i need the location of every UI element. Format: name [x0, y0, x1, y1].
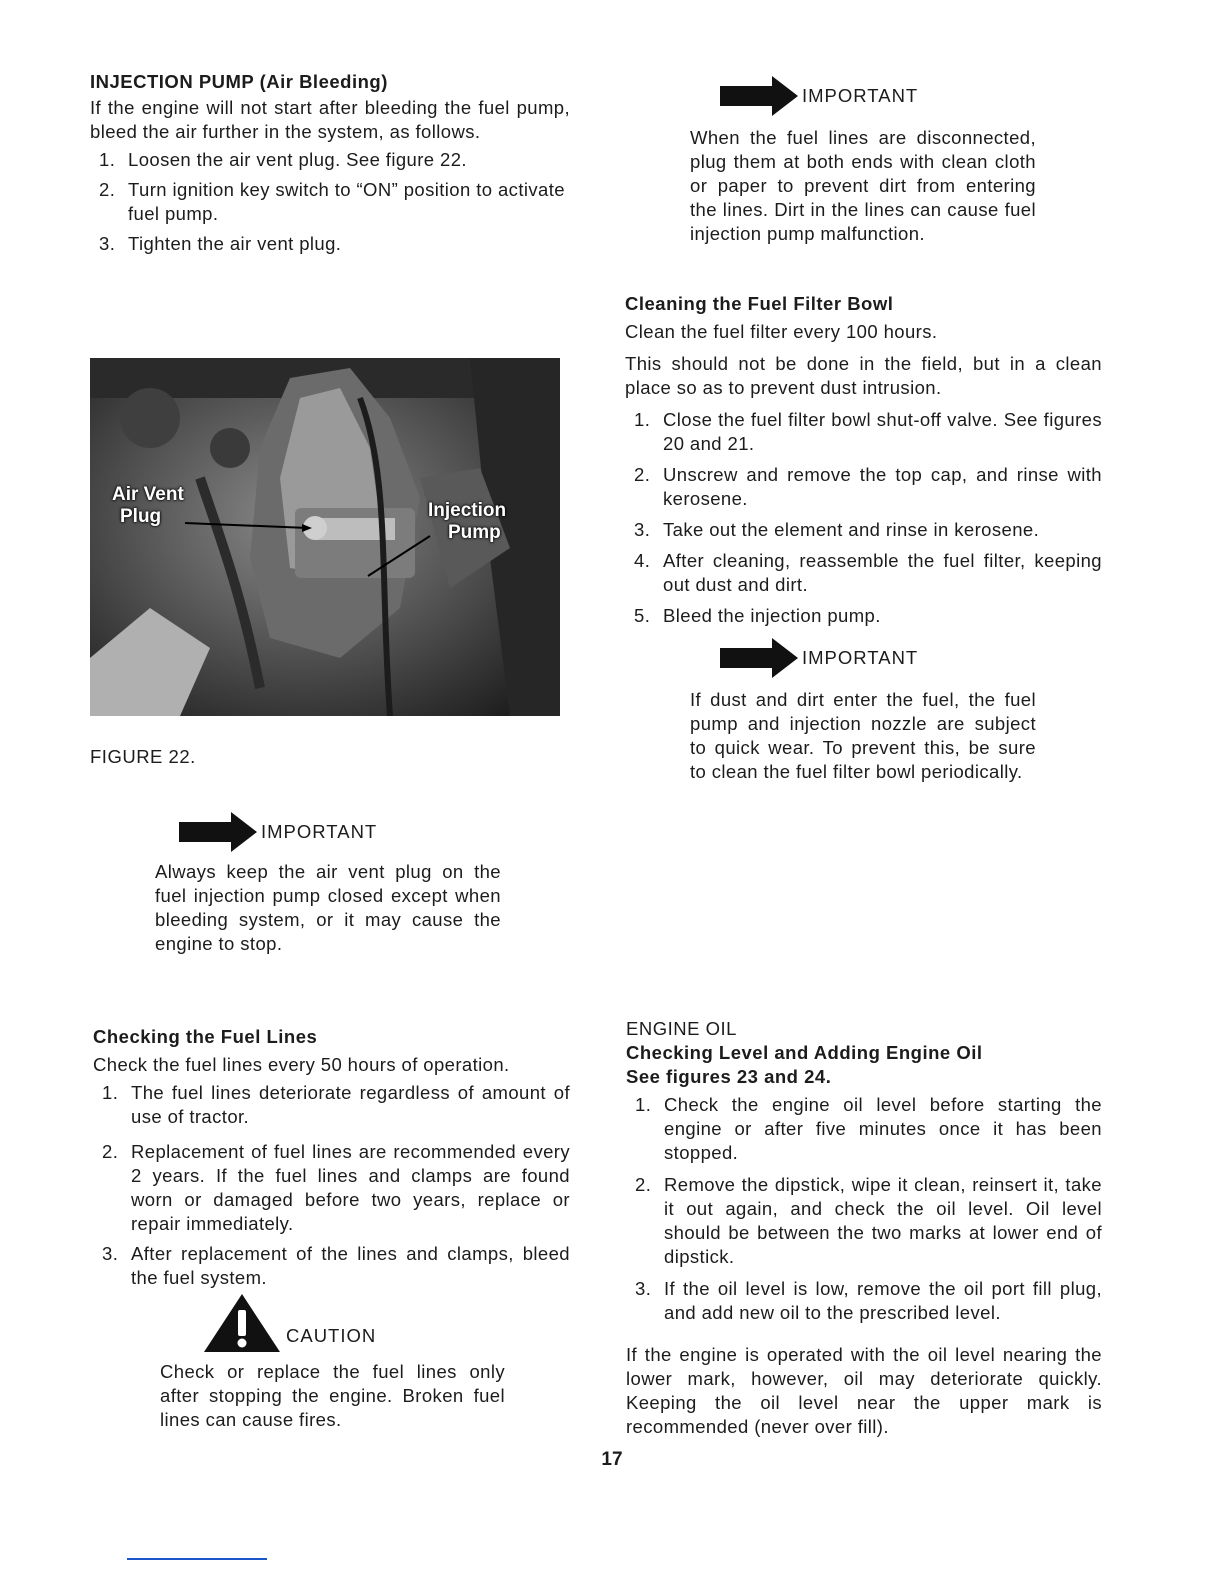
figure-caption: FIGURE 22.	[90, 746, 196, 767]
important-notice-left	[155, 812, 501, 956]
section-intro: If the engine will not start after bleeding the fuel pump, bleed the air further in the system, as follows.	[90, 97, 570, 142]
steps-list	[625, 408, 1102, 628]
important-text: If dust and dirt enter the fuel, the fuel pump and injection nozzle are subject to quick wear. To prevent this, be sure to clean the fuel filter bowl periodically.	[690, 689, 1036, 782]
important-title: IMPORTANT	[802, 85, 919, 106]
page-number: 17	[601, 1449, 623, 1470]
figure-22-photo	[90, 358, 560, 716]
injection-pump-label: Injection Pump	[428, 500, 507, 543]
section-subtitle: Checking Level and Adding Engine Oil	[626, 1042, 983, 1063]
section-intro: Check the fuel lines every 50 hours of operation.	[93, 1054, 510, 1075]
caution-text: Check or replace the fuel lines only after stopping the engine. Broken fuel lines can cause fires.	[160, 1361, 505, 1430]
list-item: 1. Close the fuel filter bowl shut-off valve. See figures 20 and 21.	[634, 409, 1102, 454]
section-title: INJECTION PUMP (Air Bleeding)	[90, 71, 388, 92]
important-title: IMPORTANT	[802, 647, 919, 668]
list-item: 3. After replacement of the lines and clamps, bleed the fuel system.	[102, 1243, 570, 1288]
caution-notice	[160, 1292, 505, 1432]
steps-list	[93, 1081, 570, 1290]
arrow-right-icon	[720, 76, 798, 116]
air-vent-label: Air Vent Plug	[112, 484, 184, 527]
list-item: 2. Unscrew and remove the top cap, and rinse with kerosene.	[634, 464, 1102, 509]
warning-icon	[202, 1292, 282, 1354]
list-item: 2. Remove the dipstick, wipe it clean, reinsert it, take it out again, and check the oil level. Oil level should be between the two marks at lower end of dipstick.	[635, 1174, 1102, 1267]
list-item: 5. Bleed the injection pump.	[634, 605, 881, 626]
list-item: 1. Check the engine oil level before starting the engine or after five minutes once it has been stopped.	[635, 1094, 1102, 1163]
list-item: 3. Take out the element and rinse in kerosene.	[634, 519, 1040, 540]
engine-oil-section	[626, 1017, 1102, 1439]
section-text: This should not be done in the field, but in a clean place so as to prevent dust intrusion.	[625, 353, 1102, 398]
important-text: Always keep the air vent plug on the fuel injection pump closed except when bleeding system, or it may cause the engine to stop.	[155, 861, 501, 954]
steps-list	[626, 1093, 1102, 1325]
list-item: 1. Loosen the air vent plug. See figure 22.	[99, 149, 467, 170]
closing-paragraph: If the engine is operated with the oil level nearing the lower mark, however, oil may deteriorate quickly. Keeping the oil level near the upper mark is recommended (never over fill).	[626, 1344, 1102, 1437]
important-title: IMPORTANT	[261, 821, 378, 842]
list-item: 2. Turn ignition key switch to “ON” position to activate fuel pump.	[99, 179, 565, 224]
list-item: 2. Replacement of fuel lines are recommended every 2 years. If the fuel lines and clamps are found worn or damaged before two years, replace or repair immediately.	[102, 1141, 570, 1234]
fuel-lines-section	[93, 1025, 570, 1290]
fuel-filter-section	[625, 292, 1102, 628]
section-title: Cleaning the Fuel Filter Bowl	[625, 293, 894, 314]
arrow-right-icon	[720, 638, 798, 678]
caution-title: CAUTION	[286, 1325, 377, 1346]
section-intro: Clean the fuel filter every 100 hours.	[625, 321, 938, 342]
list-item: 1. The fuel lines deteriorate regardless of amount of use of tractor.	[102, 1082, 570, 1127]
list-item: 3. Tighten the air vent plug.	[99, 233, 342, 254]
list-item: 3. If the oil level is low, remove the oil port fill plug, and add new oil to the prescribed level.	[635, 1278, 1102, 1323]
list-item: 4. After cleaning, reassemble the fuel filter, keeping out dust and dirt.	[634, 550, 1102, 595]
footer-rule	[127, 1558, 267, 1560]
arrow-right-icon	[179, 812, 257, 852]
important-notice-right-top	[690, 76, 1036, 246]
injection-pump-section	[90, 70, 570, 256]
important-text: When the fuel lines are disconnected, plug them at both ends with clean cloth or paper to prevent dirt from entering the lines. Dirt in the lines can cause fuel injection pump malfunction.	[690, 127, 1036, 244]
section-title: ENGINE OIL	[626, 1018, 737, 1039]
steps-list	[90, 148, 570, 256]
section-subtitle-2: See figures 23 and 24.	[626, 1066, 832, 1087]
important-notice-right-middle	[690, 638, 1036, 784]
section-title: Checking the Fuel Lines	[93, 1026, 318, 1047]
